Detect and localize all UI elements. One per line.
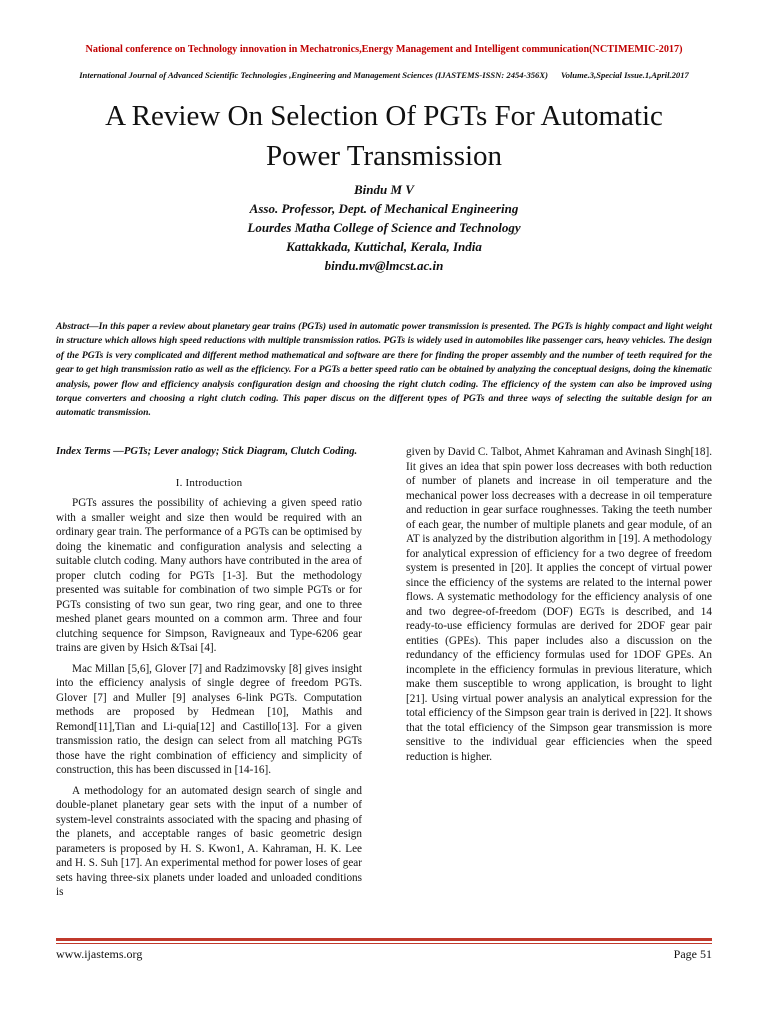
paragraph: Mac Millan [5,6], Glover [7] and Radzimovsky [8] gives insight into the efficiency analysis of single degree of freedom PGTs. Glover [7] and Muller [9] analyses 6-link PGTs. Computation methods are proposed by Hedmean [10], Mathis and Remond[11],Tian and Li-quia[12] and Castillo[13]. For a given transmission ratio, the design can select from all matching PGTs those have the right combination of efficiency and simplicity of construction, this has been discussed in [14-16].: [56, 662, 362, 776]
journal-header: [0, 70, 768, 80]
journal-volume: Volume.3,Special Issue.1,April.2017: [560, 70, 689, 80]
paragraph: given by David C. Talbot, Ahmet Kahraman and Avinash Singh[18]. Iit gives an idea that spin power loss decreases with both reduction of number of planets and increase in oil temperature and the mechanical power loss decreases with a decrease in oil temperature and reduction in gear surface roughnesses. Taking the teeth number of each gear, the number of multiple planets and gear module, of an AT is analyzed by the distribution algorithm in [19]. A methodology for analytical expression of efficiency for a two degree of freedom system is presented in [20]. It applies the concept of virtual power since the efficiency of the systems are related to the internal power flows. A systematic methodology for the efficiency analysis of one and two degree-of-freedom (DOF) EGTs is described, and 14 ready-to-use efficiency formulas are derived for 2DOF gear pair entities (GPEs). This paper includes also a discussion on the redundancy of the efficiency formulas used for 1DOF GPEs. An incomplete in the efficiency formulas in previous literature, which make them susceptible to wrong application, is brought to light [21]. Using virtual power analysis an analytical expression for the total efficiency of the Simpson gear train is derived in [22]. It shows that the total efficiency of the Simpson gear transmission is more sensitive to the individual gear efficiencies when the speed reduction is higher.: [406, 446, 712, 763]
title-line-1: A Review On Selection Of PGTs For Automatic: [105, 100, 663, 132]
footer-rule-thin: [56, 943, 712, 944]
author-institution: Lourdes Matha College of Science and Technology: [247, 220, 521, 235]
footer-page-number: Page 51: [673, 947, 712, 961]
author-block: [0, 180, 768, 275]
section-number: I.: [175, 476, 183, 489]
paragraph: PGTs assures the possibility of achieving a given speed ratio with a smaller weight and size then would be required with an ordinary gear train. The performance of a PGTs can be optimised by doing the kinematic and configuration analysis and selecting a suitable clutch coding. Many authors have contributed in the area of proper clutch coding for PGTs [1-3]. But the methodology presented was suitable for combination of two simple PGTs or for PGTs consisting of two sun gear, two ring gear, and one to three meshed planet gears mounted on a common arm. Three and four clutching sequence for Simpson, Ravigneaux and Type-6206 gear trains are given by Hsich &Tsai [4].: [56, 497, 362, 654]
author-name: Bindu M V: [354, 182, 414, 197]
index-terms: Index Terms —PGTs; Lever analogy; Stick Diagram, Clutch Coding.: [56, 446, 358, 457]
right-column: [406, 445, 712, 770]
paper-title: [0, 96, 768, 176]
author-position: Asso. Professor, Dept. of Mechanical Engineering: [249, 201, 519, 216]
title-line-2: Power Transmission: [265, 140, 503, 172]
author-email: bindu.mv@lmcst.ac.in: [324, 258, 444, 273]
section-heading-introduction: [56, 476, 362, 491]
footer-rule-thick: [56, 938, 712, 941]
left-column: [56, 445, 362, 906]
abstract: Abstract—In this paper a review about planetary gear trains (PGTs) used in automatic power transmission is presented. The PGTs is highly compact and light weight in structure which allows high speed reductions with multiple transmission ratios. PGTs is widely used in automobiles like passenger cars, heavy vehicles. The design of the PGTs is very complicated and different method mathematical and software are there for finding the proper assembly and the number of teeth required for the gear to get high transmission ratio as well as the efficiency. For a PGTs a better speed ratio can be obtained by analyzing the conceptual designs, doing the kinematic analysis, power flow and efficiency analysis configuration design and choosing the right clutch coding. The efficiency of the system can also be improved using torque converters and choosing a right clutch coding. This paper discus on the different types of PGTs and three ways of selecting the suitable design for an automatic transmission.: [56, 321, 712, 419]
journal-name: International Journal of Advanced Scientific Technologies ,Engineering and Management Sciences (IJASTEMS-ISSN: 2454-356X): [79, 70, 548, 80]
author-location: Kattakkada, Kuttichal, Kerala, India: [286, 239, 482, 254]
paragraph: A methodology for an automated design search of single and double-planet planetary gear sets with the input of a number of system-level constraints associated with the spacing and phasing of the planets, and acceptable ranges of basic geometric design parameters is proposed by H. S. Kwon1, A. Kahraman, H. K. Lee and H. S. Suh [17]. An experimental method for power loses of gear sets having three-six planets under loaded and unloaded conditions is: [56, 784, 362, 898]
section-title: Introduction: [185, 476, 243, 489]
conference-header: National conference on Technology innovation in Mechatronics,Energy Management and Intelligent communication(NCTIMEMIC-2017): [85, 44, 683, 55]
footer-website: www.ijastems.org: [56, 947, 143, 961]
